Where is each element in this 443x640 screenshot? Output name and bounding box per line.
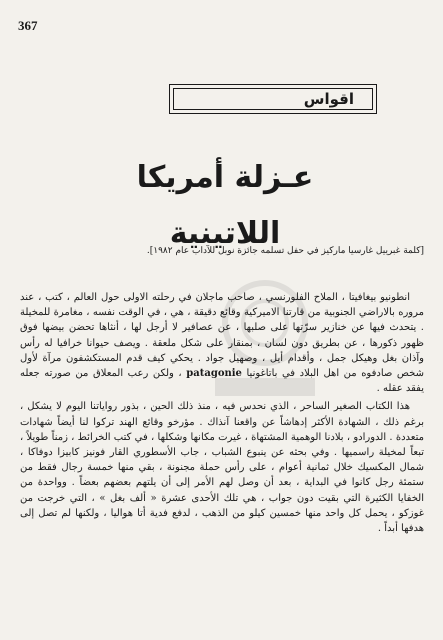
paragraph bbox=[20, 290, 424, 396]
paragraph-text-end: ، ولكن رعب المعلاق من صورته جعله يفقد عقله . bbox=[20, 368, 424, 395]
paragraph: هذا الكتاب الصغير الساحر ، الذي نحدس فيه ، منذ ذلك الحين ، بذور رواياتنا اليوم لا يشكل ، برغم ذلك ، الشهادة الأكثر إدهاشاً عن واقعنا آنذاك . مؤرخو وقائع الهند تركوا لنا أيضاً شهادات متعددة . الدورادو ، بلادنا الوهمية المشتهاة ، غيرت مكانها وشكلها ، في كتب الخرائط ، زمناً طويلاً ، تبعاً لمخيلة راسميها . وفي بحثه عن ينبوع الشباب ، جاب الأسطوري القار فونيز كابيزا دوفاكا ، شمال المكسيك خلال ثمانية أعوام ، على رأس حملة مجنونة ، بقي منها خمسة رجال فقط من ستمئة رجل كانوا في البداية ، بعد أن وصل لهم الأمر إلى أن يلتهم بعضهم بعضاً . وواحدة من الخفايا الكثيرة التي بقيت دون جواب ، هي تلك الأحدى عشرة « ألف بغل » ، التي خرجت من غوزكو ، يحمل كل واحد منها خمسين كيلو من الذهب ، لدفع فدية أتا هواليا ، ولكنها لم تصل إلى هدفها أبداً . bbox=[20, 401, 424, 535]
article-body bbox=[20, 290, 424, 536]
section-box bbox=[169, 84, 377, 114]
section-label: اقواس bbox=[303, 90, 354, 108]
paragraph-text: انطونيو بيغافيتا ، الملاح الفلورنسي ، صاحب ماجلان في رحلته الاولى حول العالم ، كتب ، عند مروره بالاراضي الجنوبية من قارتنا الاميركية وقائع دقيقة ، هي ، في الوقت نفسه ، مغامرة للمخيلة . يتحدث فيها عن خنازير سرّتها على صلبها ، عن عصافير لا أرجل لها ، أنثاها تحضن بيضها فوق ظهور ذكورها ، عن بطريق دون لسان ، بمنقار على شكل ملعقة . ويصف حيوانا خرافيا له رأس وآذان بغل وهيكل جمل ، وأقدام أيل ، وصهيل جواد . يحكي كيف قدم المستكشفون مرآة لأول شخص صادفوه من اهل البلاد في باتاغونيا bbox=[20, 292, 425, 380]
article-title: عـزلة أمريكا اللاتينية bbox=[136, 160, 314, 251]
speech-caption: [كلمة غبرييل غارسيا ماركيز في حفل تسلمه جائزة نوبل للآداب عام ١٩٨٢]. bbox=[146, 246, 424, 256]
page-number: 367 bbox=[18, 18, 38, 33]
bold-word: patagonie bbox=[186, 368, 242, 380]
